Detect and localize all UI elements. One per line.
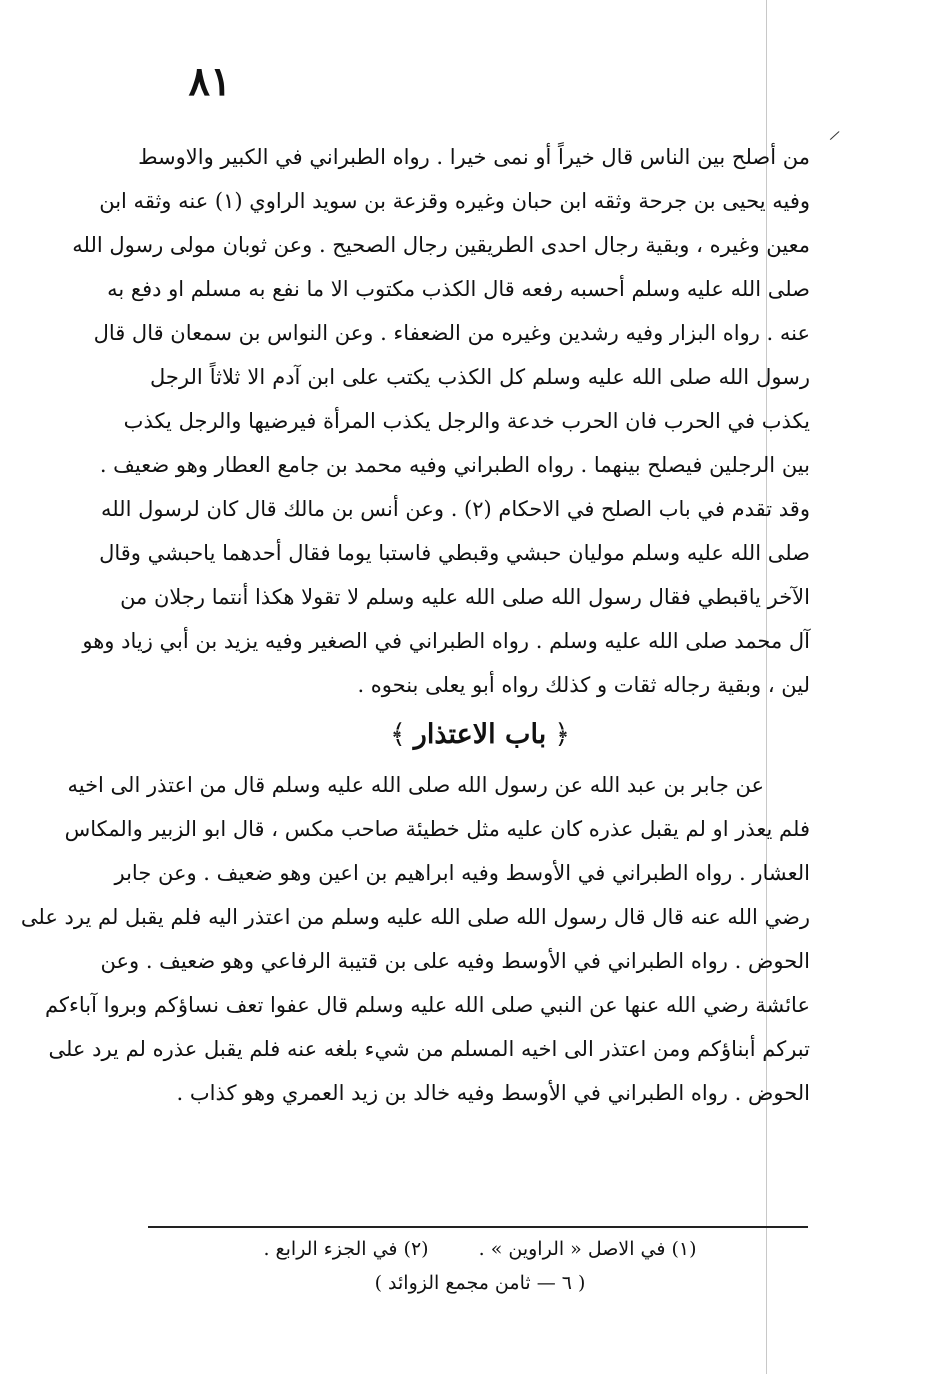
text-line: عائشة رضي الله عنها عن النبي صلى الله عليه وسلم قال عفوا تعف نساؤكم وبروا آباءكم	[45, 993, 810, 1017]
text-line: الآخر ياقبطي فقال رسول الله صلى الله عليه وسلم لا تقولا هكذا أنتما رجلان من	[120, 585, 810, 609]
main-text-block	[20, 135, 810, 1115]
text-line: وفيه يحيى بن جرحة وثقه ابن حبان وغيره وقزعة بن سويد الراوي (١) عنه وثقه ابن	[99, 189, 810, 213]
footnote-row	[150, 1232, 810, 1266]
text-line: عنه . رواه البزار وفيه رشدين وغيره من الضعفاء . وعن النواس بن سمعان قال قال	[93, 321, 810, 345]
heading-title: باب الاعتذار	[413, 719, 547, 750]
heading-close-bracket: ﴾	[389, 719, 406, 750]
text-line: فلم يعذر او لم يقبل عذره كان عليه مثل خطيئة صاحب مكس ، قال ابو الزبير والمكاس	[64, 817, 810, 841]
text-line: من أصلح بين الناس قال خيراً أو نمى خيرا . رواه الطبراني في الكبير والاوسط	[138, 145, 810, 169]
footnote-2: (٢) في الجزء الرابع .	[263, 1238, 429, 1260]
text-line: الحوض . رواه الطبراني في الأوسط وفيه على بن قتيبة الرفاعي وهو ضعيف . وعن	[100, 949, 810, 973]
text-line: يكذب في الحرب فان الحرب خدعة والرجل يكذب المرأة فيرضيها والرجل يكذب	[123, 409, 810, 433]
footnote-1: (١) في الاصل « الراوين » .	[478, 1238, 697, 1260]
stray-pen-mark: /	[828, 127, 841, 145]
text-line: صلى الله عليه وسلم موليان حبشي وقبطي فاستبا يوما فقال أحدهما ياحبشي وقال	[99, 541, 810, 565]
chapter-heading	[150, 707, 810, 763]
text-line: رسول الله صلى الله عليه وسلم كل الكذب يكتب على ابن آدم الا ثلاثاً الرجل	[150, 365, 810, 389]
heading-open-bracket: ﴿	[554, 719, 571, 750]
text-line: عن جابر بن عبد الله عن رسول الله صلى الله عليه وسلم قال من اعتذر الى اخيه	[67, 773, 764, 797]
page-number: ٨١	[188, 58, 232, 105]
footnote-separator	[148, 1226, 808, 1228]
text-line: رضي الله عنه قال قال رسول الله صلى الله عليه وسلم من اعتذر اليه فلم يقبل لم يرد على	[20, 905, 810, 929]
text-line: صلى الله عليه وسلم أحسبه رفعه قال الكذب مكتوب الا ما نفع به مسلم او دفع به	[107, 277, 810, 301]
text-line: الحوض . رواه الطبراني في الأوسط وفيه خالد بن زيد العمري وهو كذاب .	[176, 1081, 810, 1105]
text-line: معين وغيره ، وبقية رجال احدى الطريقين رجال الصحيح . وعن ثوبان مولى رسول الله	[72, 233, 810, 257]
text-line: آل محمد صلى الله عليه وسلم . رواه الطبراني في الصغير وفيه يزيد بن أبي زياد وهو	[82, 629, 810, 653]
text-line: وقد تقدم في باب الصلح في الاحكام (٢) . وعن أنس بن مالك قال كان لرسول الله	[100, 497, 810, 521]
signature-line: ( ٦ — ثامن مجمع الزوائد )	[374, 1272, 586, 1294]
text-line: لين ، وبقية رجاله ثقات و كذلك رواه أبو يعلى بنحوه .	[357, 673, 810, 697]
footnotes-block	[150, 1232, 810, 1300]
text-line: العشار . رواه الطبراني في الأوسط وفيه ابراهيم بن اعين وهو ضعيف . وعن جابر	[114, 861, 810, 885]
text-line: تبركم أبناؤكم ومن اعتذر الى اخيه المسلم من شيء بلغه عنه فلم يقبل عذره لم يرد على	[48, 1037, 810, 1061]
text-line: بين الرجلين فيصلح بينهما . رواه الطبراني وفيه محمد بن جامع العطار وهو ضعيف .	[99, 453, 810, 477]
